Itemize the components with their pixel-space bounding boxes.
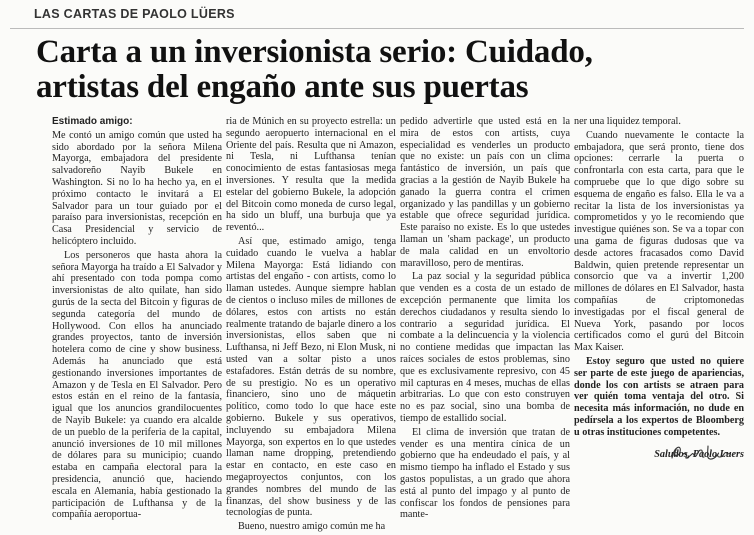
- column-3-paragraph-3: El clima de inversión que tratan de vender es una mentira cínica de un gobierno que ha endeudado el país, y al mismo tiempo ha inflado el Estado y sus gastos populistas, a un grado que ahora está al punto del impago y al punto de confiscar los fondos de pensiones para mante-: [400, 426, 570, 521]
- column-2: [226, 116, 396, 535]
- column-4: [574, 116, 744, 462]
- column-3: [400, 116, 570, 523]
- column-4-paragraph-3: Estoy seguro que usted no quiere ser parte de este juego de apariencias, donde los con artists se atraen para ver quién toma ventaja del otro. Si necesita más información, no dude en pedírsela a los expertos de Bloomberg u otras instituciones competentes.: [574, 355, 744, 438]
- column-1-paragraph-2: Los personeros que hasta ahora la señora Mayorga ha traído a El Salvador y ahí presentado con toda pompa como inversionistas de alto quilate, han sido gurús de la secta del Bitcoin y figuras de segunda categoría del mundo de Hollywood. Con ellos ha anunciado grandes proyectos, tanto de inversión hotelera como de cine y show business. Además ha anunciado que está gestionando inversiones importantes de Amazon y de Tesla en El Salvador. Pero estos están en el reino de la fantasía, igual que los anuncios grandilocuentes de Nayib Bukele: ya cuando era alcalde de un pueblo de la periferia de la capital, anunció inversiones de 10 mil millones de dólares para su municipio; cuando estaba en campaña electoral para la presidencia, anunció que, haciendo escala en Alemania, había gestionado la participación de Lufthansa y de la compañía aeroportua-: [52, 249, 222, 521]
- column-4-paragraph-2: Cuando nuevamente le contacte la embajadora, que será pronto, tiene dos opciones: cerrarle la puerta o confrontarla con esta carta, para que le compruebe que lo que digo sobre su esquema de engaño es falso. Ella le va a recitar la lista de los inversionistas ya comprometidos y yo le recomiendo que investigue quiénes son. Se va a topar con una gama de figuras dudosas que va desde actores fracasados como David Baldwin, quien pretende representar un consorcio que va a invertir 1,200 millones de dólares en El Salvador, hasta compañías de criptomonedas investigadas por el fiscal general de Nueva York, pasando por locos certificados como el gurú del Bitcoin Max Kaiser.: [574, 129, 744, 354]
- signature-image: [668, 438, 732, 466]
- column-1: [52, 116, 222, 523]
- column-4-paragraph-1: ner una liquidez temporal.: [574, 116, 681, 127]
- section-header: [10, 4, 744, 24]
- salutation: Estimado amigo:: [52, 116, 133, 127]
- section-rule: [10, 28, 744, 29]
- headline: [36, 35, 736, 105]
- column-2-paragraph-3: Bueno, nuestro amigo común me ha: [238, 521, 386, 533]
- column-2-paragraph-1: ria de Múnich en su proyecto estrella: un segundo aeropuerto internacional en el Oriente del país. Resulta que ni Amazon, ni Tesla, ni Lufthansa tenían conocimiento de estas fantasiosas mega inversiones. Y resulta que la medida estelar del gobierno Bukele, la adopción del Bitcoin como moneda de curso legal, ha sido un bluff, una burbuja que ya reventó...: [226, 116, 396, 234]
- column-1-paragraph-1: Me contó un amigo común que usted ha sido abordado por la señora Milena Mayorga, embajadora del presidente salvadoreño Nayib Bukele en Washington. Si no lo ha hecho ya, en el próximo contacto le invitará a El Salvador para un tour guiado por el paraíso para inversionistas, recepción en Casa Presidencial y servicio de helicóptero incluido.: [52, 129, 222, 247]
- headline-line-1: Carta a un inversionista serio: Cuidado,: [36, 34, 593, 70]
- column-3-paragraph-1: pedido advertirle que usted está en la mira de estos con artists, cuya especialidad es venderles un producto que no existe: un país con un clima fantástico de inversión, un país que gracias a la gestión de Nayib Bukele ha ganado la guerra contra el crimen organizado y las pandillas y un gobierno estable que ofrece seguridad jurídica. Este paraíso no existe. Es lo que ustedes llaman un 'sham package', un producto de mala calidad en un envoltorio maravilloso, pero de mentiras.: [400, 116, 570, 269]
- column-3-paragraph-2: La paz social y la seguridad pública que venden es a costa de un estado de excepción permanente que limita los derechos ciudadanos y resulta siendo lo contrario a seguridad jurídica. El combate a la delincuencia y la violencia no contiene medidas que impactan las raíces sociales de estos problemas, sino que es exclusivamente represivo, con 45 mil capturas en 4 meses, muchas de ellas arbitrarias. Lo que con esto construyen no es paz social, sino una bomba de tiempo de estallido social.: [400, 271, 570, 424]
- section-label: LAS CARTAS DE PAOLO LÜERS: [34, 7, 235, 21]
- column-2-paragraph-2: Así que, estimado amigo, tenga cuidado cuando le vuelva a hablar Milena Mayorga: Está lidiando con artistas del engaño - con artists, como lo llaman ustedes. Aunque siempre hablan de cientos o incluso miles de millones de dólares, estos con artists no están realmente tratando de bajarle dinero a los inversionistas, ellos saben que ni Lufthansa, ni Jeff Bezo, ni Elon Musk, ni usted van a soltar pisto a unos estafadores. Están detrás de su nombre, de su prestigio. No es un operativo financiero, sino uno de máquetin político, como todo lo que hace este gobierno. Bukele y sus operativos, incluyendo su embajadora Milena Mayorga, son expertos en lo que ustedes llaman name dropping, pretendiendo estar en contacto, en este caso en megaproyectos conjuntos, con los grandes nombres del mundo de las finanzas, del show business y de las tecnologías de punta.: [226, 235, 396, 519]
- headline-line-2: artistas del engaño ante sus puertas: [36, 69, 529, 105]
- signoff: Saludos, Paolo Luers: [654, 448, 744, 460]
